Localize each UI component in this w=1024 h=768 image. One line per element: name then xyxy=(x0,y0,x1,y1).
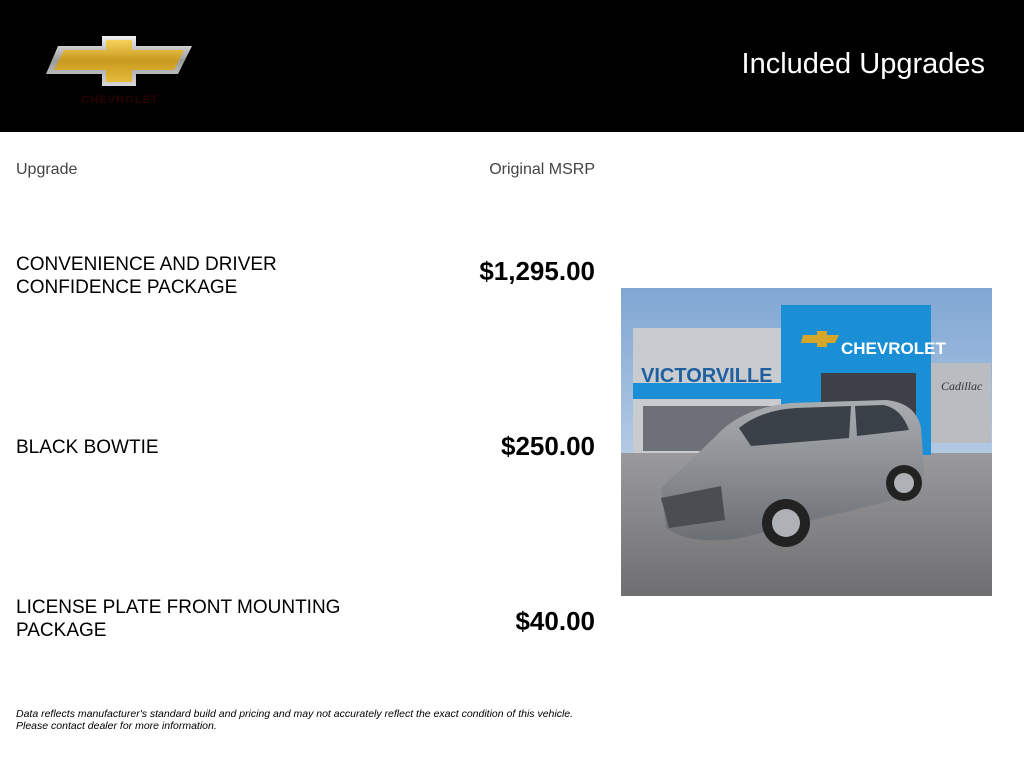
upgrade-price: $250.00 xyxy=(501,431,595,461)
vehicle-photo xyxy=(621,288,992,596)
dealer-sign-text: VICTORVILLE xyxy=(641,365,773,387)
dealership-scene-image xyxy=(621,288,992,596)
column-header-msrp: Original MSRP xyxy=(489,161,595,178)
chevrolet-bowtie-icon xyxy=(44,34,194,90)
upgrade-name xyxy=(16,596,386,642)
upgrade-price: $1,295.00 xyxy=(479,256,595,286)
brand-sign-text: CHEVROLET xyxy=(841,339,946,358)
upgrade-name-line: BLACK BOWTIE xyxy=(16,437,159,458)
upgrade-name-line: CONVENIENCE AND DRIVER xyxy=(16,254,277,275)
upgrade-price: $40.00 xyxy=(515,606,595,636)
disclaimer-line: Data reflects manufacturer's standard build and pricing and may not accurately reflect the exact condition of this vehicle. xyxy=(16,708,574,720)
page-title: Included Upgrades xyxy=(741,48,985,80)
chevrolet-wordmark: CHEVROLET xyxy=(81,94,159,106)
upgrade-name-line: LICENSE PLATE FRONT MOUNTING xyxy=(16,597,341,618)
chevrolet-logo xyxy=(44,34,194,114)
disclaimer xyxy=(16,708,616,732)
upgrade-name-line: CONFIDENCE PACKAGE xyxy=(16,277,238,298)
header-bar xyxy=(0,0,1024,132)
upgrade-name xyxy=(16,253,386,299)
disclaimer-line: Please contact dealer for more information. xyxy=(16,720,217,732)
upgrade-name xyxy=(16,436,386,459)
column-header-upgrade: Upgrade xyxy=(16,161,78,178)
upgrade-name-line: PACKAGE xyxy=(16,620,107,641)
secondary-sign-text: Cadillac xyxy=(941,379,983,393)
